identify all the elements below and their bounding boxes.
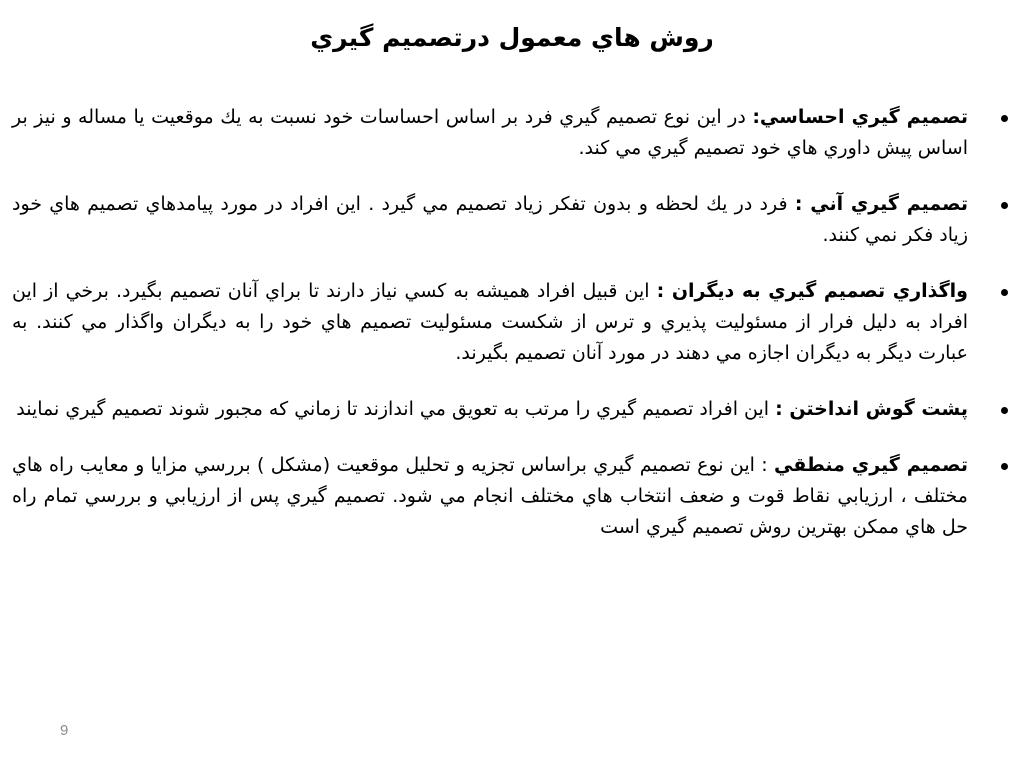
bullet-text: : اين نوع تصميم گيري براساس تجزيه و تحليل موقعيت (مشكل ) بررسي مزايا و معايب راه هاي مختلف ، ارزيابي نقاط قوت و ضعف انتخاب هاي مختلف انجام مي شود. تصميم گيري پس از ارزيابي و بررسي تمام راه حل هاي ممكن بهترين روش تصميم گيري است [12,454,968,538]
bullet-dot-icon [1001,202,1008,209]
bullet-item-delegation [12,276,1012,369]
bullet-term: واگذاري تصميم گيري به ديگران : [656,280,968,302]
bullet-item-emotional [12,102,1012,164]
bullet-item-instant [12,189,1012,251]
bullet-term: تصميم گيري احساسي: [752,106,968,128]
bullet-dot-icon [1001,289,1008,296]
bullet-text: فرد در يك لحظه و بدون تفكر زياد تصميم مي گيرد . اين افراد در مورد پيامدهاي تصميم هاي خود زياد فكر نمي كنند. [12,193,968,246]
bullet-dot-icon [1001,463,1008,470]
bullet-term: تصميم گيري آني : [794,193,968,215]
bullet-text: اين افراد تصميم گيري را مرتب به تعويق مي اندازند تا زماني كه مجبور شوند تصميم گيري نمايند [16,398,776,420]
bullet-text: اين قبيل افراد هميشه به كسي نياز دارند تا براي آنان تصميم بگيرد. برخي از اين افراد به دليل فرار از مسئوليت پذيري و ترس از شكست مسئوليت تصميم هاي خود را به ديگران واگذار مي كنند. به عبارت ديگر به ديگران اجازه مي دهند در مورد آنان تصميم بگيرند. [12,280,968,364]
bullet-text: در اين نوع تصميم گيري فرد بر اساس احساسات خود نسبت به يك موقعيت يا مساله و نيز بر اساس پيش داوري هاي خود تصميم گيري مي كند. [12,106,968,159]
bullet-term: پشت گوش انداختن : [775,398,968,420]
slide-title: روش هاي معمول درتصميم گيري [310,23,714,52]
bullet-dot-icon [1001,407,1008,414]
page-number: 9 [60,722,69,739]
bullet-term: تصميم گيري منطقي [773,454,968,476]
bullet-item-procrastination [12,394,1012,425]
bullet-item-logical [12,450,1012,543]
bullet-dot-icon [1001,115,1008,122]
bullet-list [12,102,1012,543]
